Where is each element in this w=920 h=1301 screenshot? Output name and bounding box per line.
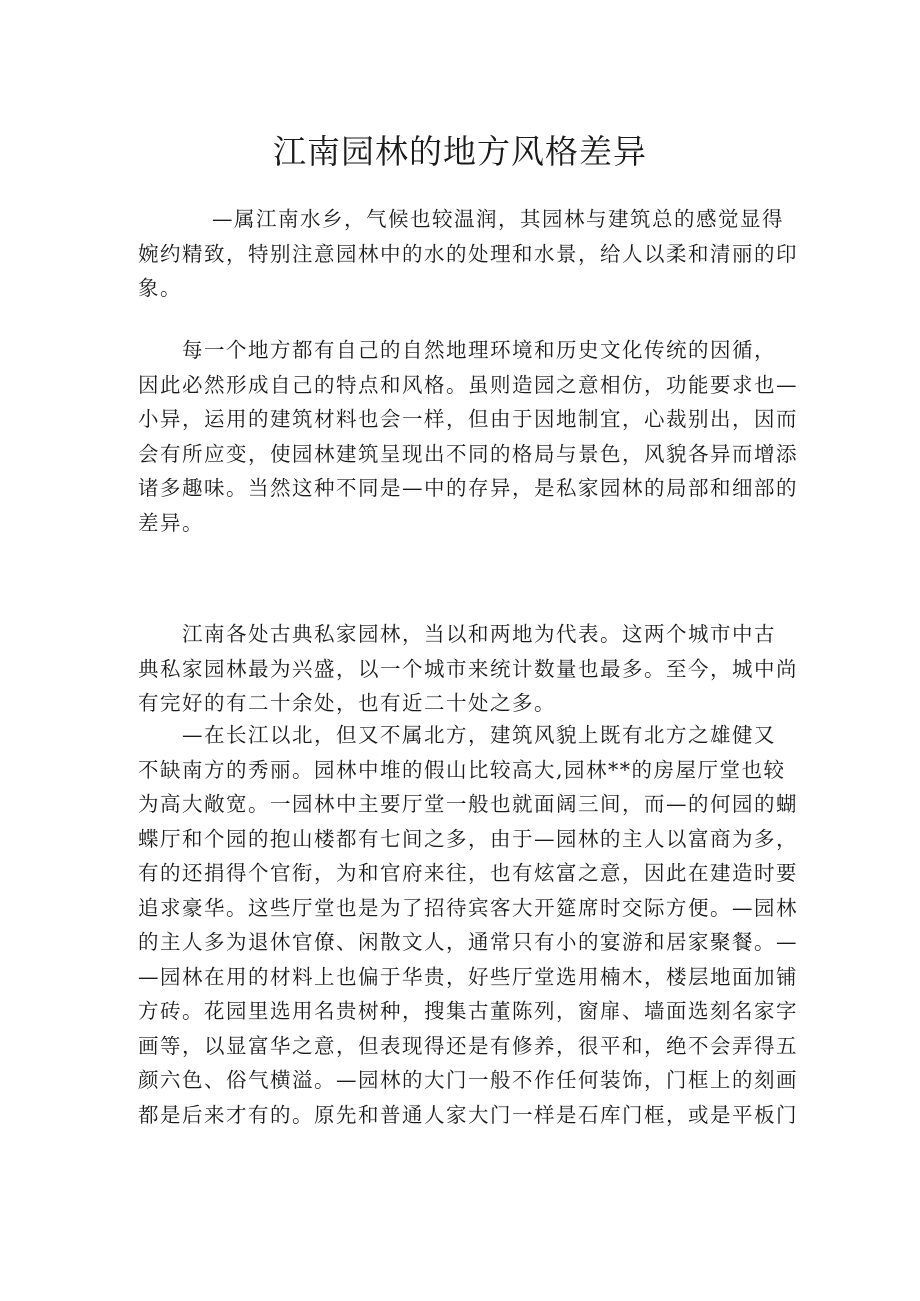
text-line: 方砖。花园里选用名贵树种，搜集古董陈列，窗扉、墙面选刻名家字 [138,999,798,1023]
text-line: 江南各处古典私家园林，当以和两地为代表。这两个城市中古 [138,622,776,646]
text-line: 象。 [138,276,182,300]
text-line: 会有所应变，使园林建筑呈现出不同的格局与景色，风貌各异而增添 [138,441,798,466]
text-line: 因此必然形成自己的特点和风格。虽则造园之意相仿，功能要求也— [138,372,798,397]
paragraph-2 [138,333,798,540]
text-line: —园林在用的材料上也偏于华贵，好些厅堂选用楠木，楼层地面加铺 [138,964,798,989]
text-line: 画等，以显富华之意，但表现得还是有修养，很平和，绝不会弄得五 [138,1033,798,1058]
paragraph-1 [138,202,798,306]
text-line: 每一个地方都有自己的自然地理环境和历史文化传统的因循， [138,338,776,362]
text-line: 差异。 [138,510,204,535]
text-line: —属江南水乡，气候也较温润，其园林与建筑总的感觉显得 [138,207,785,231]
text-line: 的主人多为退休官僚、闲散文人，通常只有小的宴游和居家聚餐。— [138,930,798,954]
text-line: 为高大敞宽。一园林中主要厅堂一般也就面阔三间，而—的何园的蝴 [138,792,798,816]
text-line: —在长江以北，但又不属北方，建筑风貌上既有北方之雄健又 [138,723,776,747]
text-line: 有完好的有二十余处，也有近二十处之多。 [138,691,556,715]
text-line: 小异，运用的建筑材料也会一样，但由于因地制宜，心裁别出，因而 [138,407,798,431]
text-line: 蝶厅和个园的抱山楼都有七间之多，由于—园林的主人以富商为多， [138,826,798,851]
paragraph-4 [138,718,798,1132]
text-line: 都是后来才有的。原先和普通人家大门一样是石库门框，或是平板门 [138,1102,798,1127]
text-line: 颜六色、俗气横溢。—园林的大门一般不作任何装饰，门框上的刻画 [138,1068,798,1092]
text-line: 有的还捐得个官衔，为和官府来往，也有炫富之意，因此在建造时要 [138,861,798,885]
text-line: 不缺南方的秀丽。园林中堆的假山比较高大,园林**的房屋厅堂也较 [138,757,786,782]
text-line: 典私家园林最为兴盛，以一个城市来统计数量也最多。至今，城中尚 [138,656,798,681]
text-line: 诸多趣味。当然这种不同是—中的存异，是私家园林的局部和细部的 [138,476,798,500]
text-line: 追求豪华。这些厅堂也是为了招待宾客大开筵席时交际方便。—园林 [138,895,798,920]
paragraph-3 [138,617,798,721]
text-line: 婉约精致，特别注意园林中的水的处理和水景，给人以柔和清丽的印 [138,241,798,266]
document-title: 江南园林的地方风格差异 [273,132,647,171]
